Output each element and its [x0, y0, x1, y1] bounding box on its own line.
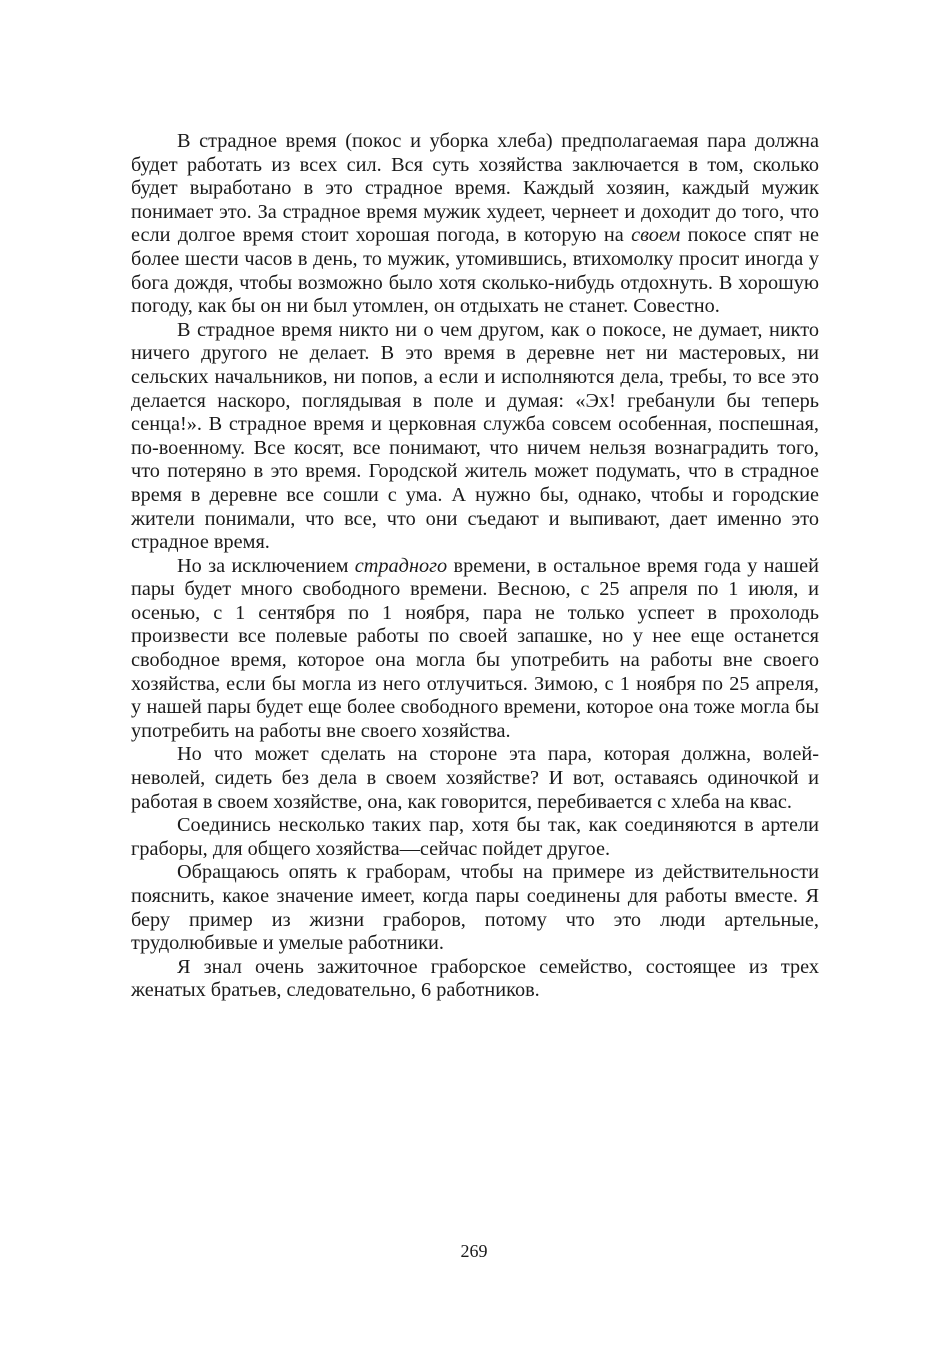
text-run: покосе спят не более шести часов в день, то мужик, утомившись, втихомолку просит иногда у бога дождя, чтобы возможно было хотя сколько-нибудь отдохнуть. В хорошую погоду, как бы он ни был утомлен, он отдыхать не станет. Совестно. — [131, 224, 819, 318]
paragraph — [131, 555, 819, 744]
page-body — [131, 130, 819, 1003]
paragraph — [131, 814, 819, 861]
text-run: Соединись несколько таких пар, хотя бы так, как соединяются в артели граборы, для общего хозяйства—сейчас пойдет другое. — [131, 814, 819, 860]
text-run: В страдное время никто ни о чем другом, как о покосе, не думает, никто ничего другого не делает. В это время в деревне нет ни мастеровых, ни сельских начальников, ни попов, а если и исполняются дела, требы, то все это делается наскоро, поглядывая в поле и думая: «Эх! гребанули бы теперь сенца!». В страдное время и церковная служба совсем особенная, поспешная, по-военному. Все косят, все понимают, что ничем нельзя вознаградить того, что потеряно в это время. Городской житель может подумать, что в страдное время в деревне все сошли с ума. А нужно бы, однако, чтобы и городские жители понимали, что все, что они съедают и выпивают, дает именно это страдное время. — [131, 318, 819, 554]
paragraph — [131, 861, 819, 955]
text-run: времени, в остальное время года у нашей пары будет много свободного времени. Весною, с 25 апреля по 1 июля, и осенью, с 1 сентября по 1 ноября, пара не только успеет в прохолодь произвести все полевые работы по своей запашке, но у нее еще останется свободное время, которое она могла бы употребить на работы вне своего хозяйства, если бы могла из него отлучиться. Зимою, с 1 ноября по 25 апреля, у нашей пары будет еще более свободного времени, которое она тоже могла бы употребить на работы вне своего хозяйства. — [131, 554, 820, 742]
text-run: В страдное время (покос и уборка хлеба) предполагаемая пара должна будет работать из всех сил. Вся суть хозяйства заключается в том, сколько будет выработано в это страдное время. Каждый хозяин, каждый мужик понимает это. За страдное время мужик худеет, чернеет и доходит до того, что если долгое время стоит хорошая погода, в которую на — [131, 130, 819, 247]
paragraph — [131, 956, 819, 1003]
text-run: Я знал очень зажиточное граборское семейство, состоящее из трех женатых братьев, следовательно, 6 работников. — [131, 955, 819, 1002]
text-run: Но за исключением — [177, 554, 355, 577]
paragraph — [131, 130, 819, 319]
italic-text: страдного — [354, 554, 448, 577]
paragraph — [131, 319, 819, 555]
paragraph — [131, 743, 819, 814]
text-run: Но что может сделать на стороне эта пара, которая должна, волей-неволей, сидеть без дела в своем хозяйстве? И вот, оставаясь одиночкой и работая в своем хозяйстве, она, как говорится, перебивается с хлеба на квас. — [131, 743, 819, 813]
page-number: 269 — [460, 1241, 488, 1261]
text-run: Обращаюсь опять к граборам, чтобы на примере из действительности пояснить, какое значение имеет, когда пары соединены для работы вместе. Я беру пример из жизни граборов, потому что это люди артельные, трудолюбивые и умелые работники. — [131, 861, 819, 955]
italic-text: своем — [631, 224, 681, 247]
